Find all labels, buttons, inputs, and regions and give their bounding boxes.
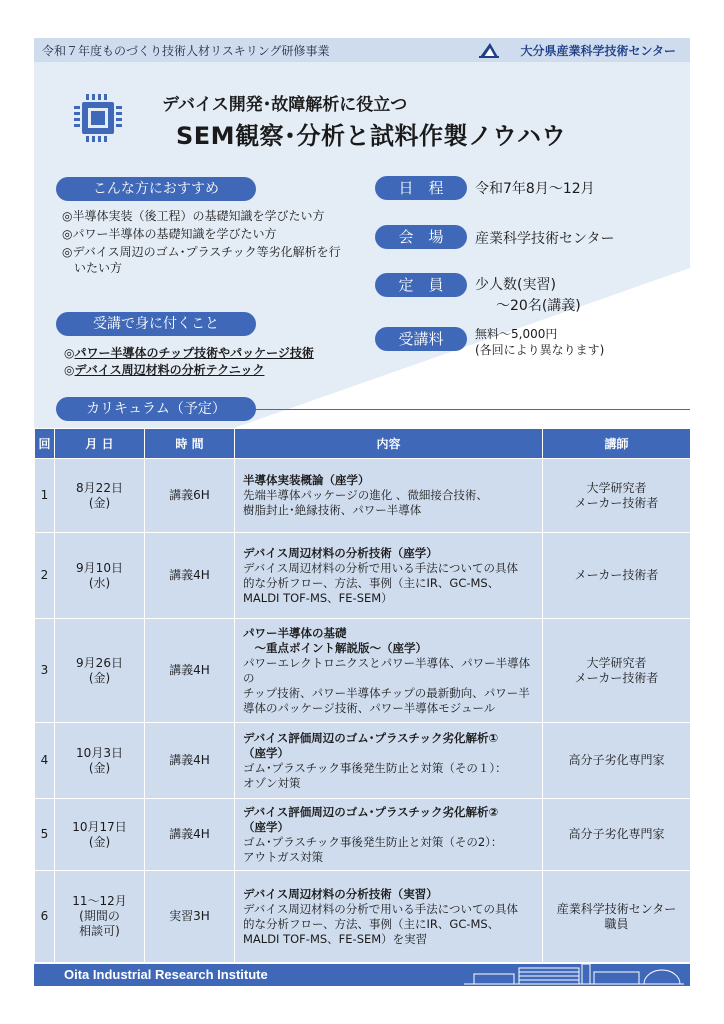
row-date: 9月26日 (金) xyxy=(55,619,145,723)
footer-bar xyxy=(34,964,690,986)
venue-label: 会 場 xyxy=(375,225,467,249)
table-row xyxy=(35,723,691,799)
row-content-title: パワー半導体の基礎 ～重点ポイント解説版～（座学） xyxy=(243,625,427,655)
row-no: 2 xyxy=(35,533,55,619)
row-time: 講義6H xyxy=(145,459,235,533)
row-content xyxy=(235,533,543,619)
recommend-item: ◎デバイス周辺のゴム･プラスチック等劣化解析を行いたい方 xyxy=(62,245,341,275)
recommend-item: ◎半導体実装（後工程）の基礎知識を学びたい方 xyxy=(62,209,325,223)
capacity-value-1: 少人数(実習) xyxy=(475,277,556,293)
row-time: 講義4H xyxy=(145,799,235,871)
top-bar xyxy=(34,38,690,62)
row-time: 実習3H xyxy=(145,871,235,963)
row-teacher: 高分子劣化専門家 xyxy=(543,799,691,871)
row-content-body: デバイス周辺材料の分析で用いる手法についての具体 的な分析フロー、方法、事例（主にIR、GC-MS、 MALDI TOF-MS、FE-SEM）を実習 xyxy=(243,901,518,946)
skills-label: 受講で身に付くこと xyxy=(56,312,256,336)
recommend-item: ◎パワー半導体の基礎知識を学びたい方 xyxy=(62,227,277,241)
row-time: 講義4H xyxy=(145,619,235,723)
curriculum-table xyxy=(34,428,691,963)
row-content-body: デバイス周辺材料の分析で用いる手法についての具体 的な分析フロー、方法、事例（主にIR、GC-MS、 MALDI TOF-MS、FE-SEM） xyxy=(243,560,518,605)
row-content-body: パワーエレクトロニクスとパワー半導体、パワー半導体の チップ技術、パワー半導体チップの最新動向、パワー半 導体のパッケージ技術、パワー半導体モジュール xyxy=(243,655,531,715)
building-illustration-icon xyxy=(464,962,684,986)
row-date: 11～12月 (期間の 相談可) xyxy=(55,871,145,963)
col-header-time: 時 間 xyxy=(145,429,235,459)
row-time: 講義4H xyxy=(145,723,235,799)
table-row xyxy=(35,871,691,963)
table-row xyxy=(35,619,691,723)
flyer-page xyxy=(34,38,690,986)
row-content-body: 先端半導体パッケージの進化 、微細接合技術、 樹脂封止･絶縁技術、パワー半導体 xyxy=(243,488,488,517)
row-content-title: 半導体実装概論（座学） xyxy=(243,473,370,487)
curriculum-divider xyxy=(234,409,690,410)
row-no: 1 xyxy=(35,459,55,533)
chip-icon xyxy=(72,92,124,144)
skill-item: ◎デバイス周辺材料の分析テクニック xyxy=(64,363,265,377)
row-content-title: デバイス評価周辺のゴム･プラスチック劣化解析② （座学） xyxy=(243,804,499,834)
row-content xyxy=(235,723,543,799)
fee-label: 受講料 xyxy=(375,327,467,351)
organization-name: 大分県産業科学技術センター xyxy=(520,44,676,58)
fee-value-2: (各回により異なります) xyxy=(475,343,605,357)
row-content xyxy=(235,871,543,963)
row-date: 10月3日 (金) xyxy=(55,723,145,799)
table-header-row xyxy=(35,429,691,459)
row-no: 5 xyxy=(35,799,55,871)
organization-logo-icon xyxy=(478,41,500,59)
row-content-body: ゴム･プラスチック事後発生防止と対策（その2）： アウトガス対策 xyxy=(243,834,503,864)
row-no: 6 xyxy=(35,871,55,963)
row-content xyxy=(235,799,543,871)
row-no: 3 xyxy=(35,619,55,723)
row-teacher: 大学研究者 メーカー技術者 xyxy=(543,619,691,723)
row-date: 10月17日 (金) xyxy=(55,799,145,871)
col-header-no: 回 xyxy=(35,429,55,459)
col-header-content: 内容 xyxy=(235,429,543,459)
capacity-value-2: ～20名(講義) xyxy=(496,298,581,314)
schedule-label: 日 程 xyxy=(375,176,467,200)
row-teacher: 大学研究者 メーカー技術者 xyxy=(543,459,691,533)
skill-item: ◎パワー半導体のチップ技術やパッケージ技術 xyxy=(64,346,314,360)
venue-value: 産業科学技術センター xyxy=(475,231,615,247)
footer-institute-name: Oita Industrial Research Institute xyxy=(64,967,268,982)
row-time: 講義4H xyxy=(145,533,235,619)
row-date: 8月22日 (金) xyxy=(55,459,145,533)
recommend-label: こんな方におすすめ xyxy=(56,177,256,201)
page-title: SEM観察･分析と試料作製ノウハウ xyxy=(176,122,567,150)
row-content-title: デバイス周辺材料の分析技術（実習） xyxy=(243,886,438,901)
capacity-label: 定 員 xyxy=(375,273,467,297)
row-date: 9月10日 (水) xyxy=(55,533,145,619)
table-row xyxy=(35,799,691,871)
row-teacher: メーカー技術者 xyxy=(543,533,691,619)
row-teacher: 高分子劣化専門家 xyxy=(543,723,691,799)
fee-value-1: 無料～5,000円 xyxy=(475,327,558,341)
row-content xyxy=(235,619,543,723)
row-no: 4 xyxy=(35,723,55,799)
subtitle: デバイス開発･故障解析に役立つ xyxy=(162,95,408,115)
hero-section xyxy=(34,38,690,428)
col-header-date: 月 日 xyxy=(55,429,145,459)
col-header-teacher: 講師 xyxy=(543,429,691,459)
recommend-list xyxy=(62,208,342,278)
curriculum-label: カリキュラム（予定） xyxy=(56,397,256,421)
schedule-value: 令和7年8月～12月 xyxy=(475,181,595,197)
row-teacher: 産業科学技術センター 職員 xyxy=(543,871,691,963)
skills-list xyxy=(64,345,314,379)
row-content-body: ゴム･プラスチック事後発生防止と対策（その１）： オゾン対策 xyxy=(243,760,507,790)
table-row xyxy=(35,533,691,619)
row-content xyxy=(235,459,543,533)
row-content-title: デバイス評価周辺のゴム･プラスチック劣化解析① （座学） xyxy=(243,730,499,760)
program-name: 令和７年度ものづくり技術人材リスキリング研修事業 xyxy=(42,44,330,58)
table-row xyxy=(35,459,691,533)
row-content-title: デバイス周辺材料の分析技術（座学） xyxy=(243,545,438,560)
